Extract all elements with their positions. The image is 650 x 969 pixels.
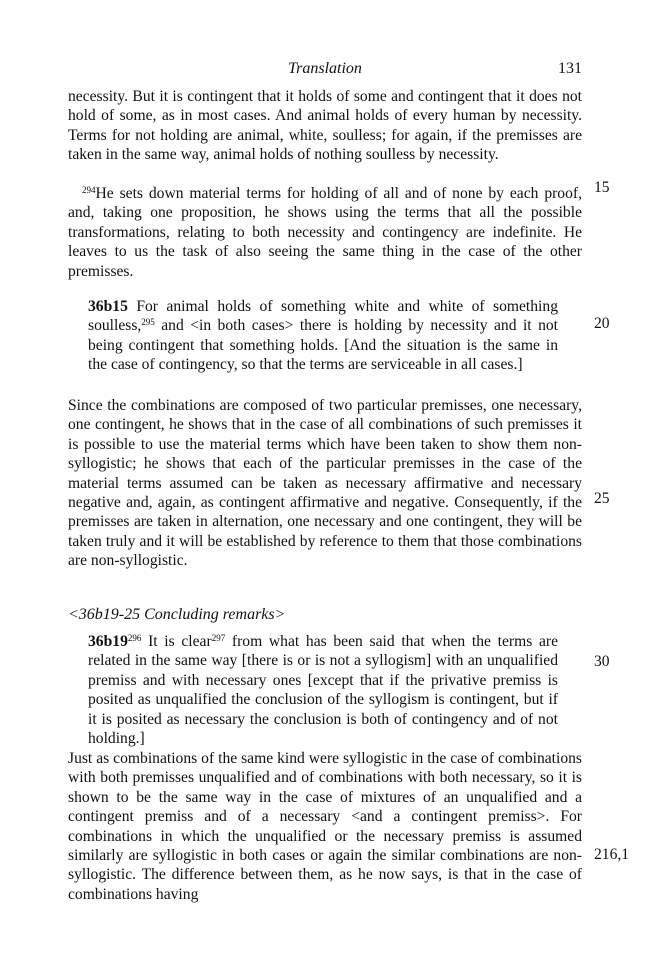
lemma-body-continued: and <in both cases> there is holding by necessity and it not being contingent that something holds. [And the situation is the same in the case of contingency, so that the terms are serviceable in all cases.] — [88, 317, 558, 374]
lemma-reference: 36b15 — [88, 298, 128, 315]
margin-line-number: 15 — [594, 179, 610, 196]
lemma-text — [88, 297, 558, 375]
margin-line-number: 216,1 — [594, 846, 630, 863]
footnote-ref: 296 — [127, 633, 142, 643]
footnote-ref: 294 — [82, 185, 96, 195]
paragraph-body: He sets down material terms for holding of all and of none by each proof, and, taking one proposition, he shows using the terms that all the possible transformations, relating to both necessity and contingency are indefinite. He leaves to us the task of also seeing the same thing in the case of the other premisses. — [68, 185, 582, 280]
paragraph-text: Just as combinations of the same kind were syllogistic in the case of combinations with both premisses unqualified and of combinations with both necessary, so it is shown to be the same way in the case of mixtures of an unqualified and a contingent premiss and of a necessary <and a contingent premiss>. For combinations in which the unqualified or the necessary premiss is assumed similarly are syllogistic in both cases or again the similar combinations are non-syllogistic. The difference between them, as he now says, is that in the case of combinations having — [68, 750, 582, 903]
aristotle-lemma-36b15 — [88, 297, 558, 375]
margin-line-number: 20 — [594, 315, 610, 332]
lemma-body: For animal holds of something white and white of something soulless, — [88, 298, 558, 335]
footnote-ref: 295 — [141, 317, 155, 328]
paragraph-text: Since the combinations are composed of two particular premisses, one necessary, one contingent, he shows that in the case of all combinations of such premisses it is possible to use the material terms which have been taken to show them non-syllogistic; he shows that each of the particular premisses in the case of the material terms assumed can be taken as necessary affirmative and necessary negative and, again, as contingent affirmative and negative. Consequently, if the premisses are taken in alternation, one necessary and one contingent, they will be taken truly and it will be established by reference to them that those combinations are non-syllogistic. — [68, 397, 582, 570]
running-header — [68, 59, 582, 79]
lemma-body: It is clear — [141, 633, 212, 650]
lemma-reference: 36b19 — [88, 633, 128, 650]
commentary-paragraph-4 — [68, 749, 582, 904]
margin-line-number: 30 — [594, 653, 610, 670]
running-title: Translation — [288, 60, 362, 77]
footnote-ref: 297 — [211, 633, 226, 643]
section-heading: <36b19-25 Concluding remarks> — [68, 606, 286, 623]
margin-line-number: 25 — [594, 490, 610, 507]
page-number: 131 — [558, 60, 582, 77]
paragraph-text: necessity. But it is contingent that it holds of some and contingent that it does not hold of some, as in most cases. And animal holds of every human by necessity. Terms for not holding are animal, white, soulless; for again, if the premisses are taken in the same way, animal holds of nothing soulless by necessity. — [68, 88, 582, 164]
aristotle-lemma-36b19 — [88, 632, 558, 748]
lemma-text — [88, 632, 558, 748]
commentary-paragraph-3 — [68, 396, 582, 571]
lemma-body-continued: from what has been said that when the terms are related in the same way [there is or is not a syllogism] with an unqualified premiss and with necessary ones [except that if the privative premiss is posited as unqualified the conclusion of the syllogism is contingent, but if it is posited as necessary the conclusion is both of contingency and of not holding.] — [88, 633, 558, 748]
commentary-paragraph-2 — [68, 184, 582, 281]
commentary-paragraph-1 — [68, 87, 582, 165]
paragraph-text — [68, 184, 582, 281]
